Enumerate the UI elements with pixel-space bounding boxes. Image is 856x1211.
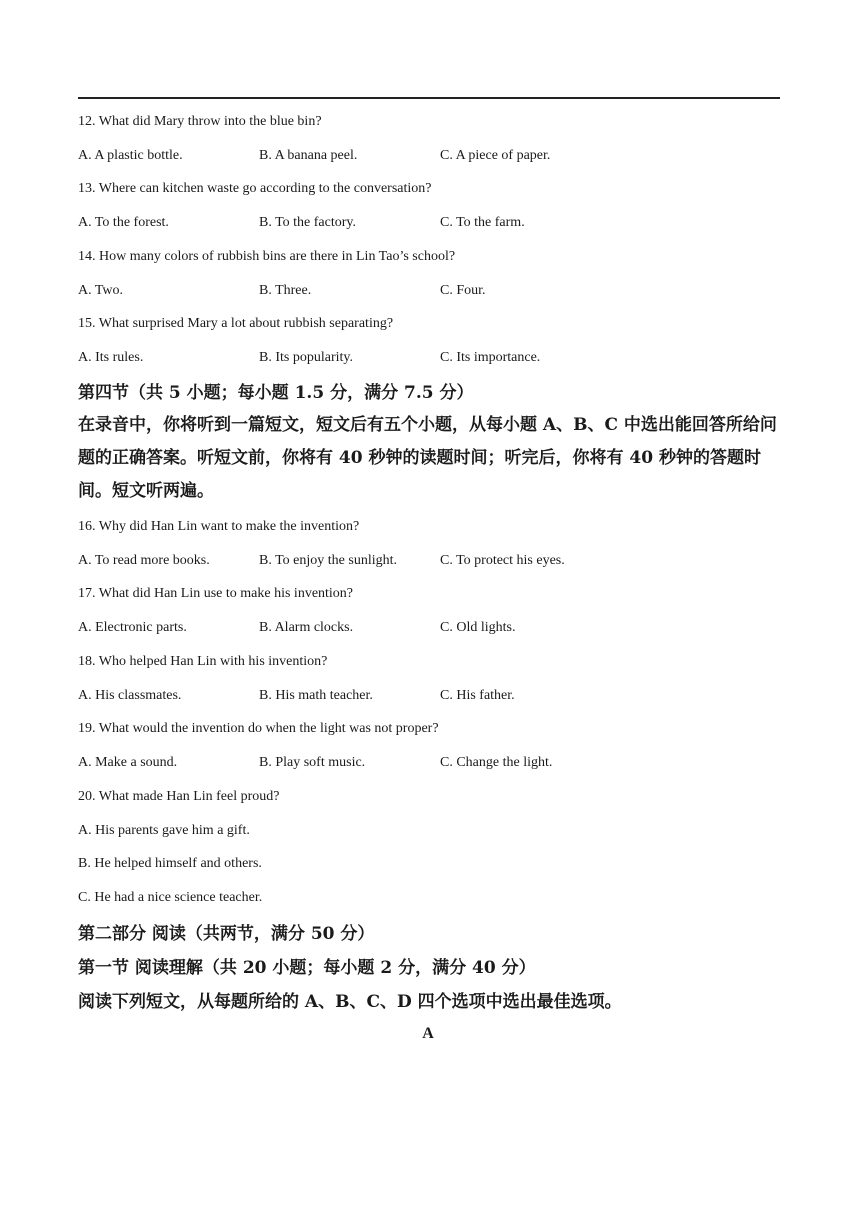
option-14b: B. Three. [259, 283, 312, 298]
option-19a: A. Make a sound. [78, 755, 178, 770]
option-19b: B. Play soft music. [259, 755, 366, 770]
option-20a: A. His parents gave him a gift. [78, 823, 250, 838]
option-16c: C. To protect his eyes. [440, 553, 565, 568]
option-17a: A. Electronic parts. [78, 620, 187, 635]
option-20b: B. He helped himself and others. [78, 856, 262, 871]
question-20: 20. What made Han Lin feel proud? [78, 789, 280, 804]
option-12b: B. A banana peel. [259, 148, 358, 163]
question-18: 18. Who helped Han Lin with his invention? [78, 654, 328, 669]
part2-section1-title: 第一节 阅读理解（共 20 小题；每小题 2 分，满分 40 分） [78, 958, 536, 978]
option-16a: A. To read more books. [78, 553, 210, 568]
option-15a: A. Its rules. [78, 350, 144, 365]
option-13c: C. To the farm. [440, 215, 525, 230]
question-15: 15. What surprised Mary a lot about rubbish separating? [78, 316, 394, 331]
option-14c: C. Four. [440, 283, 486, 298]
question-14: 14. How many colors of rubbish bins are there in Lin Tao’s school? [78, 249, 456, 264]
question-13: 13. Where can kitchen waste go according to the conversation? [78, 181, 432, 196]
option-18b: B. His math teacher. [259, 688, 373, 703]
option-13b: B. To the factory. [259, 215, 356, 230]
option-15c: C. Its importance. [440, 350, 541, 365]
question-17: 17. What did Han Lin use to make his invention? [78, 586, 354, 601]
question-19: 19. What would the invention do when the light was not proper? [78, 721, 439, 736]
question-16: 16. Why did Han Lin want to make the invention? [78, 519, 360, 534]
part2-instruction: 阅读下列短文，从每题所给的 A、B、C、D 四个选项中选出最佳选项。 [78, 992, 622, 1012]
question-12: 12. What did Mary throw into the blue bin? [78, 114, 322, 129]
section4-instruction: 在录音中，你将听到一篇短文，短文后有五个小题，从每小题 A、B、C 中选出能回答所给问题的正确答案。听短文前，你将有 40 秒钟的读题时间；听完后，你将有 40 秒钟的答题时间。短文听两遍。 [78, 415, 777, 501]
section4-title: 第四节（共 5 小题；每小题 1.5 分，满分 7.5 分） [78, 383, 474, 403]
option-18a: A. His classmates. [78, 688, 182, 703]
top-rule [78, 97, 780, 99]
option-14a: A. Two. [78, 283, 124, 298]
option-13a: A. To the forest. [78, 215, 169, 230]
passage-label: A [422, 1025, 434, 1042]
option-18c: C. His father. [440, 688, 515, 703]
part2-title: 第二部分 阅读（共两节，满分 50 分） [78, 924, 375, 944]
option-16b: B. To enjoy the sunlight. [259, 553, 397, 568]
option-20c: C. He had a nice science teacher. [78, 890, 263, 905]
option-15b: B. Its popularity. [259, 350, 353, 365]
option-19c: C. Change the light. [440, 755, 553, 770]
option-17b: B. Alarm clocks. [259, 620, 354, 635]
option-17c: C. Old lights. [440, 620, 516, 635]
option-12c: C. A piece of paper. [440, 148, 551, 163]
option-12a: A. A plastic bottle. [78, 148, 183, 163]
